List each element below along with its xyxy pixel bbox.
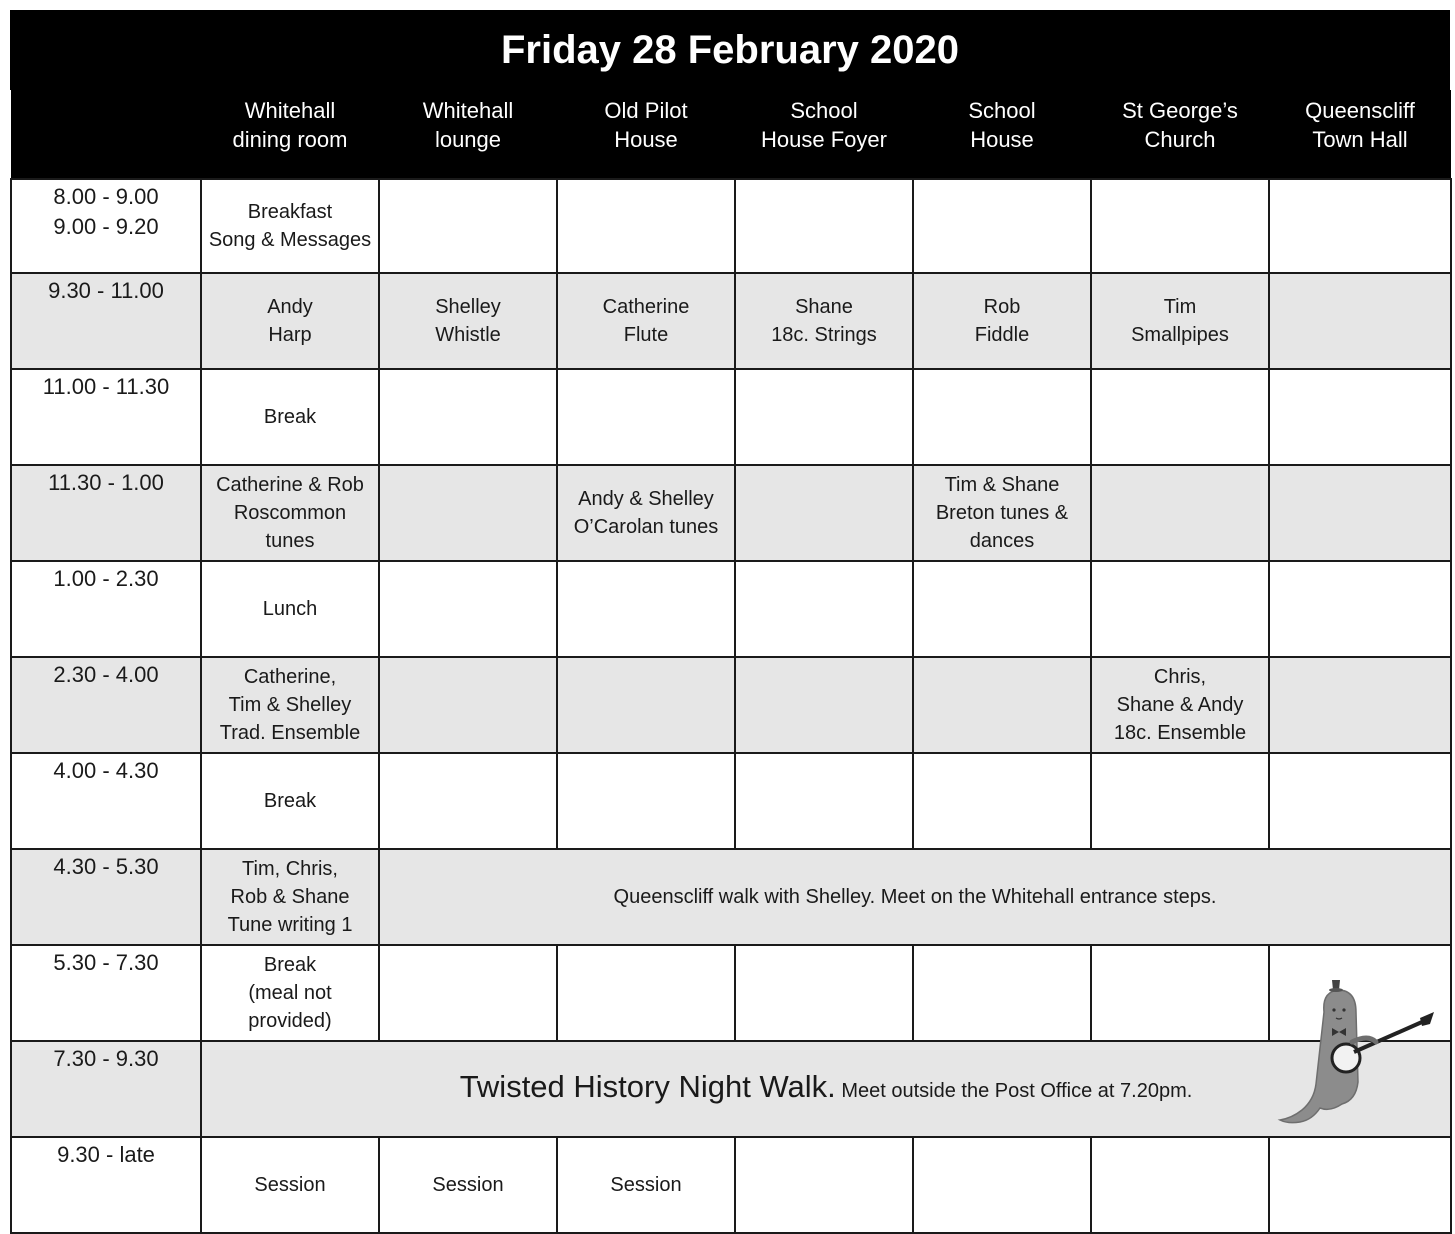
session-cell: [913, 945, 1091, 1041]
session-cell: [1091, 945, 1269, 1041]
session-cell: [1091, 561, 1269, 657]
schedule-row: [11, 561, 1451, 657]
time-slot: 8.00 - 9.00 9.00 - 9.20: [11, 179, 201, 273]
session-cell: [913, 561, 1091, 657]
session-cell: [379, 465, 557, 561]
town-walk-cell: Queenscliff walk with Shelley. Meet on the Whitehall entrance steps.: [379, 849, 1451, 945]
night-walk-cell: [201, 1041, 1451, 1137]
session-cell: Tim Smallpipes: [1091, 273, 1269, 369]
schedule-row: [11, 1137, 1451, 1233]
session-cell: [557, 657, 735, 753]
session-cell: [557, 369, 735, 465]
session-cell: [1091, 465, 1269, 561]
session-cell: [735, 1137, 913, 1233]
time-slot: 2.30 - 4.00: [11, 657, 201, 753]
session-cell: [735, 561, 913, 657]
session-cell: [913, 753, 1091, 849]
session-cell: Tim & Shane Breton tunes & dances: [913, 465, 1091, 561]
ghost-banjo-icon: [1272, 972, 1442, 1130]
schedule-row: [11, 179, 1451, 273]
session-cell: [379, 179, 557, 273]
schedule-row: [11, 273, 1451, 369]
time-slot: 4.00 - 4.30: [11, 753, 201, 849]
session-cell: [557, 945, 735, 1041]
time-slot: 1.00 - 2.30: [11, 561, 201, 657]
venue-header: Queenscliff Town Hall: [1269, 90, 1451, 179]
time-slot: 7.30 - 9.30: [11, 1041, 201, 1137]
session-cell: Lunch: [201, 561, 379, 657]
session-cell: [1269, 465, 1451, 561]
schedule-row: [11, 1041, 1451, 1137]
venue-header: St George’s Church: [1091, 90, 1269, 179]
venue-header: Old Pilot House: [557, 90, 735, 179]
session-cell: Rob Fiddle: [913, 273, 1091, 369]
venue-header: Whitehall dining room: [201, 90, 379, 179]
session-cell: Andy Harp: [201, 273, 379, 369]
session-cell: [379, 657, 557, 753]
session-cell: [1269, 179, 1451, 273]
session-cell: [735, 179, 913, 273]
session-cell: [379, 753, 557, 849]
session-cell: [913, 1137, 1091, 1233]
session-cell: Chris, Shane & Andy 18c. Ensemble: [1091, 657, 1269, 753]
session-cell: [735, 465, 913, 561]
session-cell: [557, 179, 735, 273]
time-slot: 9.30 - late: [11, 1137, 201, 1233]
session-cell: Break: [201, 369, 379, 465]
session-cell: [735, 753, 913, 849]
session-cell: [913, 369, 1091, 465]
session-cell: [557, 561, 735, 657]
session-cell: Shelley Whistle: [379, 273, 557, 369]
venue-header-row: [11, 90, 1451, 179]
schedule-sheet: [10, 10, 1450, 1234]
session-cell: [379, 945, 557, 1041]
session-cell: [735, 945, 913, 1041]
session-cell: [379, 369, 557, 465]
page-title: Friday 28 February 2020: [10, 10, 1450, 90]
session-cell: [1269, 273, 1451, 369]
session-cell: [1269, 369, 1451, 465]
schedule-row: [11, 945, 1451, 1041]
session-cell: Andy & Shelley O’Carolan tunes: [557, 465, 735, 561]
venue-header: School House Foyer: [735, 90, 913, 179]
venue-header: School House: [913, 90, 1091, 179]
session-cell: [1269, 657, 1451, 753]
session-cell: Breakfast Song & Messages: [201, 179, 379, 273]
session-cell: Session: [201, 1137, 379, 1233]
time-slot: 9.30 - 11.00: [11, 273, 201, 369]
session-cell: Break (meal not provided): [201, 945, 379, 1041]
venue-header: Whitehall lounge: [379, 90, 557, 179]
session-cell: Break: [201, 753, 379, 849]
schedule-row: [11, 849, 1451, 945]
schedule-row: [11, 657, 1451, 753]
night-walk-note: Meet outside the Post Office at 7.20pm.: [841, 1080, 1193, 1102]
time-column-header: [11, 90, 201, 179]
session-cell: [1269, 561, 1451, 657]
session-cell: [735, 369, 913, 465]
time-slot: 11.00 - 11.30: [11, 369, 201, 465]
session-cell: [1091, 179, 1269, 273]
session-cell: [1091, 369, 1269, 465]
schedule-row: [11, 465, 1451, 561]
session-cell: [735, 657, 913, 753]
session-cell: [379, 561, 557, 657]
time-slot: 11.30 - 1.00: [11, 465, 201, 561]
session-cell: Shane 18c. Strings: [735, 273, 913, 369]
session-cell: [1269, 1137, 1451, 1233]
session-cell: Catherine Flute: [557, 273, 735, 369]
session-cell: [1091, 753, 1269, 849]
session-cell: Tim, Chris, Rob & Shane Tune writing 1: [201, 849, 379, 945]
session-cell: Session: [557, 1137, 735, 1233]
schedule-row: [11, 369, 1451, 465]
session-cell: [557, 753, 735, 849]
session-cell: Catherine, Tim & Shelley Trad. Ensemble: [201, 657, 379, 753]
session-cell: [1269, 753, 1451, 849]
time-slot: 5.30 - 7.30: [11, 945, 201, 1041]
time-slot: 4.30 - 5.30: [11, 849, 201, 945]
session-cell: Session: [379, 1137, 557, 1233]
session-cell: [913, 179, 1091, 273]
session-cell: [1091, 1137, 1269, 1233]
schedule-row: [11, 753, 1451, 849]
night-walk-title: Twisted History Night Walk.: [459, 1069, 836, 1104]
session-cell: [913, 657, 1091, 753]
schedule-table: [10, 90, 1452, 1234]
session-cell: Catherine & Rob Roscommon tunes: [201, 465, 379, 561]
